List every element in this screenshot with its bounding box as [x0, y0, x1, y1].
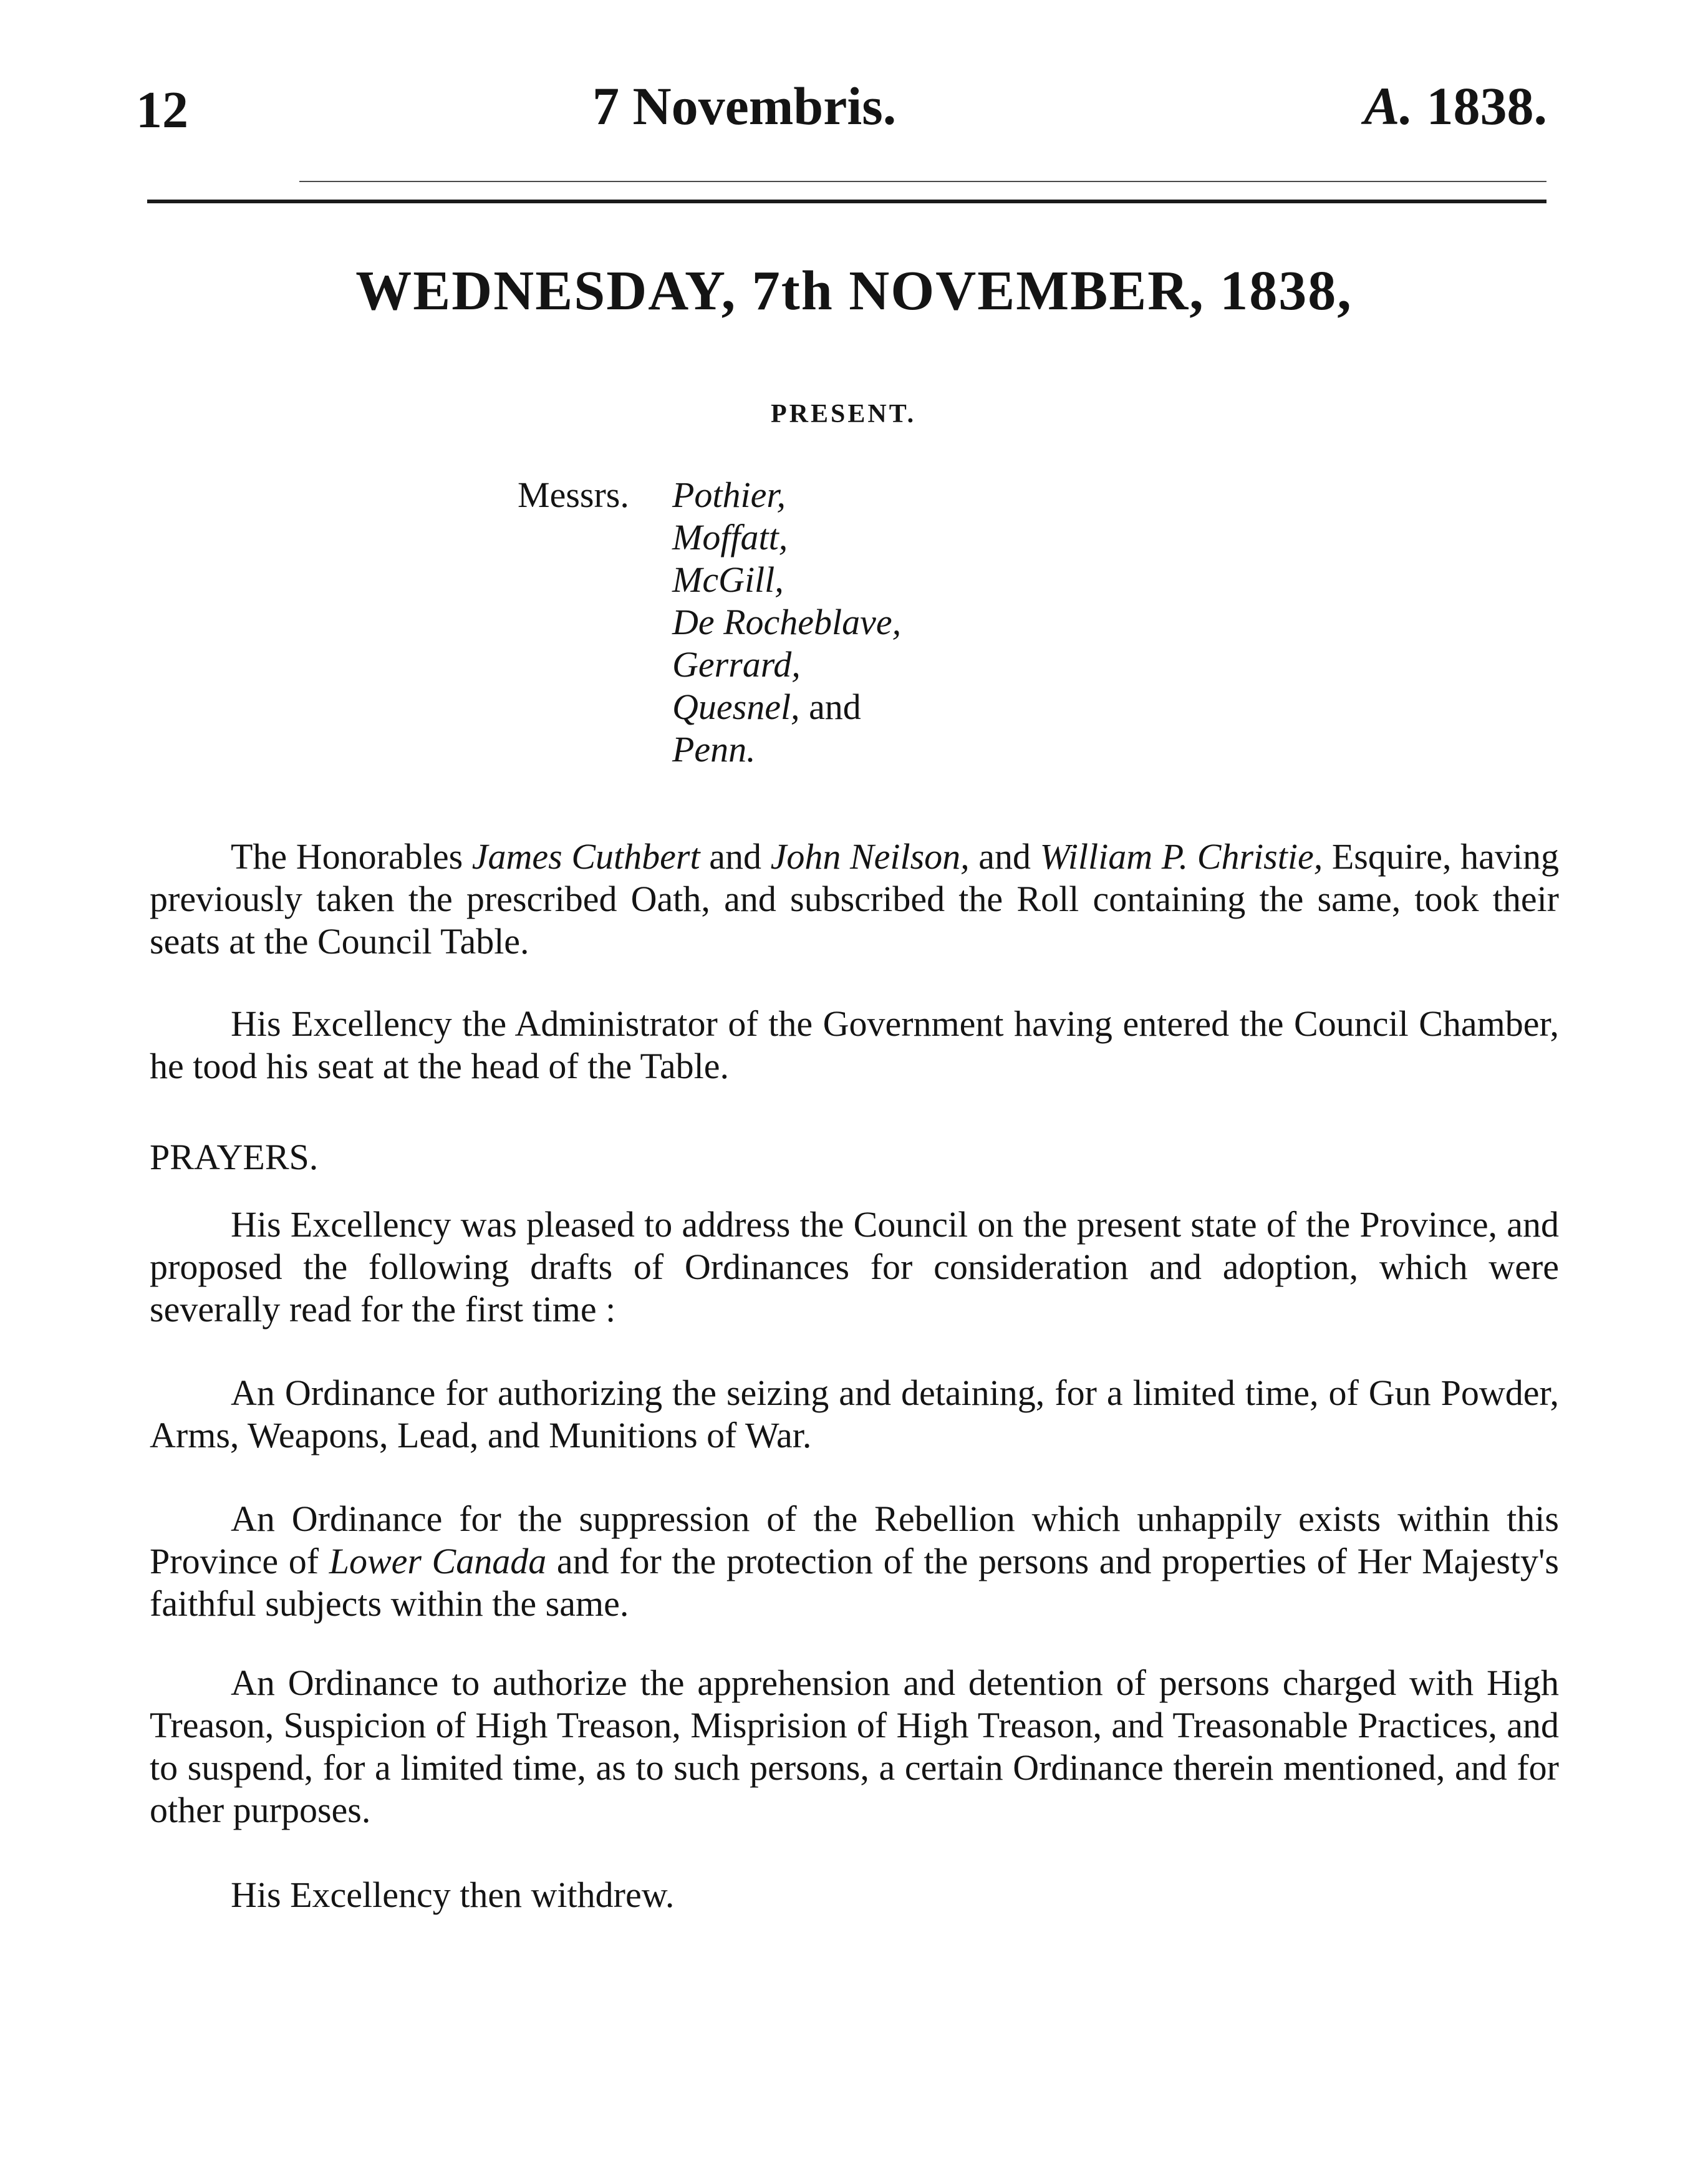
member-name: Penn. — [672, 729, 756, 770]
paragraph-honorables — [150, 836, 1559, 963]
and-word: and — [809, 687, 861, 727]
person-name: John Neilson, — [770, 836, 970, 877]
paragraph-ordinance-3: An Ordinance to authorize the apprehension and detention of persons charged with High Treason, Suspicion of High Treason, Misprision of High Treason, and Treasonable Practices, and to suspend, for a limited time, as to such persons, a certain Ordinance therein mentioned, and for other purposes. — [150, 1662, 1559, 1830]
member-name: Moffatt, — [672, 517, 788, 557]
year-mark: A. — [1364, 76, 1413, 136]
text-run: Esquire, having previously taken the prescribed Oath, and subscribed the Roll containing the same, took their seats at the Council Table. — [150, 836, 1560, 962]
paragraph-address: His Excellency was pleased to address the Council on the present state of the Province, and proposed the following drafts of Ordinances for consideration and adoption, which were severally read for the first time : — [150, 1204, 1559, 1329]
paragraph-ordinance-1: An Ordinance for authorizing the seizing and detaining, for a limited time, of Gun Powder, Arms, Weapons, Lead, and Munitions of War. — [150, 1373, 1559, 1455]
member-name: Quesnel, — [672, 687, 800, 727]
header-rule-thin — [299, 181, 1546, 182]
place-name: Lower Canada — [329, 1541, 547, 1581]
paragraph-ordinance-2 — [150, 1498, 1559, 1625]
running-year — [1364, 75, 1547, 137]
year-number: 1838. — [1426, 76, 1547, 136]
text-run: and — [700, 836, 771, 877]
messrs-label: Messrs. — [518, 475, 629, 515]
prayers-heading: PRAYERS. — [150, 1137, 319, 1177]
text-run: An Ordinance for the suppression of the Rebellion which unhappily exists within this Province of — [150, 1498, 1559, 1581]
running-date: 7 Novembris. — [592, 76, 897, 136]
paragraph-withdrew: His Excellency then withdrew. — [231, 1875, 675, 1915]
text-run: and for the protection of the persons and properties of Her Majesty's faithful subjects within the same. — [150, 1541, 1559, 1624]
session-heading: WEDNESDAY, 7th NOVEMBER, 1838, — [355, 260, 1353, 322]
member-name: Pothier, — [672, 475, 786, 515]
member-name: Gerrard, — [672, 644, 801, 685]
present-label: PRESENT. — [771, 400, 917, 428]
person-name: James Cuthbert — [471, 836, 700, 877]
person-name: William P. Christie, — [1040, 836, 1323, 877]
page-number: 12 — [136, 81, 188, 139]
text-run: and — [969, 836, 1040, 877]
member-name: McGill, — [672, 559, 784, 600]
text-run: The Honorables — [231, 836, 472, 877]
member-name: De Rocheblave, — [672, 602, 902, 642]
paragraph-administrator: His Excellency the Administrator of the Government having entered the Council Chamber, he tood his seat at the head of the Table. — [150, 1003, 1559, 1086]
header-rule-thick — [147, 200, 1546, 203]
members-list — [672, 474, 901, 771]
